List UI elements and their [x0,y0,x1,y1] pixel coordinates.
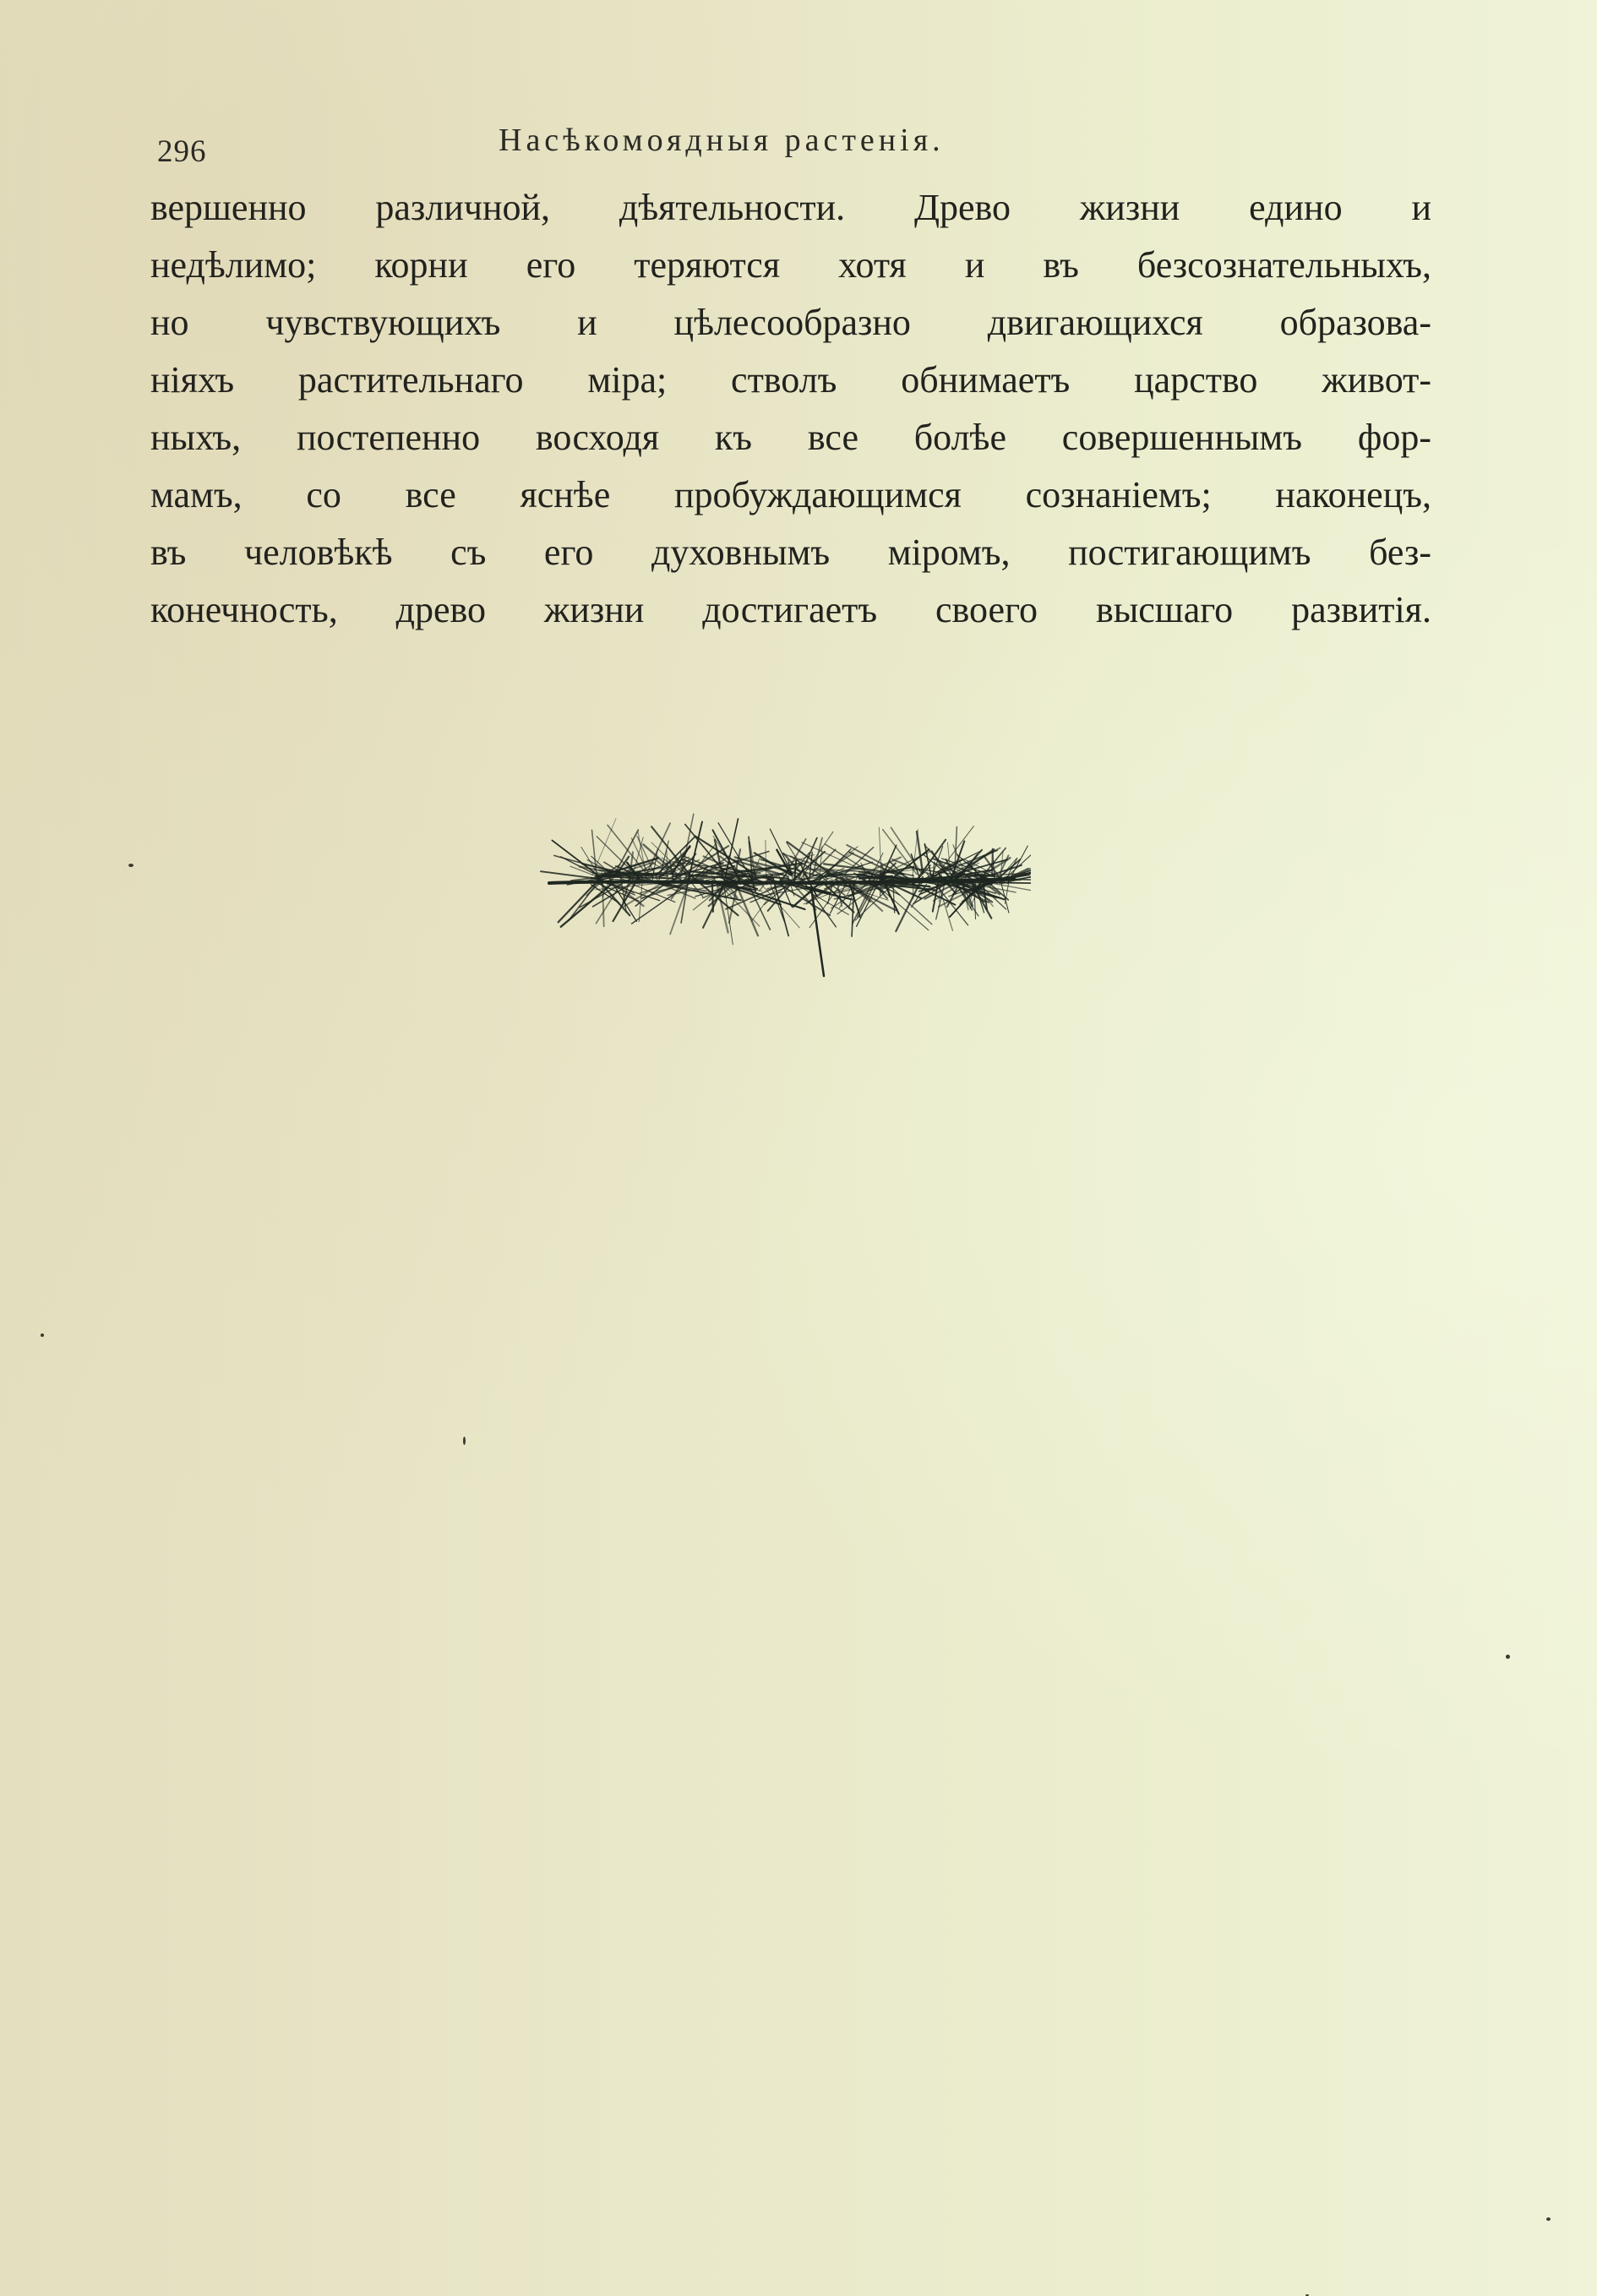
text-line: въ человѣкѣ съ его духовнымъ міромъ, постигающимъ без- [150,532,1431,573]
text-line: но чувствующихъ и цѣлесообразно двигающихся образова- [150,302,1431,343]
paper-speck [1506,1655,1510,1659]
body-paragraph [150,179,1431,639]
paper-speck [463,1437,466,1445]
text-line: конечность, древо жизни достигаетъ своего высшаго развитія. [150,589,1431,630]
paper-speck [128,864,134,867]
paper-speck [41,1333,44,1337]
pine-sprig-icon [532,761,1031,989]
text-line: мамъ, со все яснѣе пробуждающимся сознаніемъ; наконецъ, [150,474,1431,515]
text-line: вершенно различной, дѣятельности. Древо жизни едино и [150,187,1431,228]
running-head [152,118,1436,169]
running-title: Насѣкомоядныя растенія. [499,123,945,158]
paper-speck [1546,2217,1551,2221]
text-line: ніяхъ растительнаго міра; стволъ обнимаетъ царство живот- [150,359,1431,401]
text-line: ныхъ, постепенно восходя къ все болѣе совершеннымъ фор- [150,417,1431,458]
page-number: 296 [157,134,207,169]
text-line: недѣлимо; корни его теряются хотя и въ безсознательныхъ, [150,244,1431,286]
